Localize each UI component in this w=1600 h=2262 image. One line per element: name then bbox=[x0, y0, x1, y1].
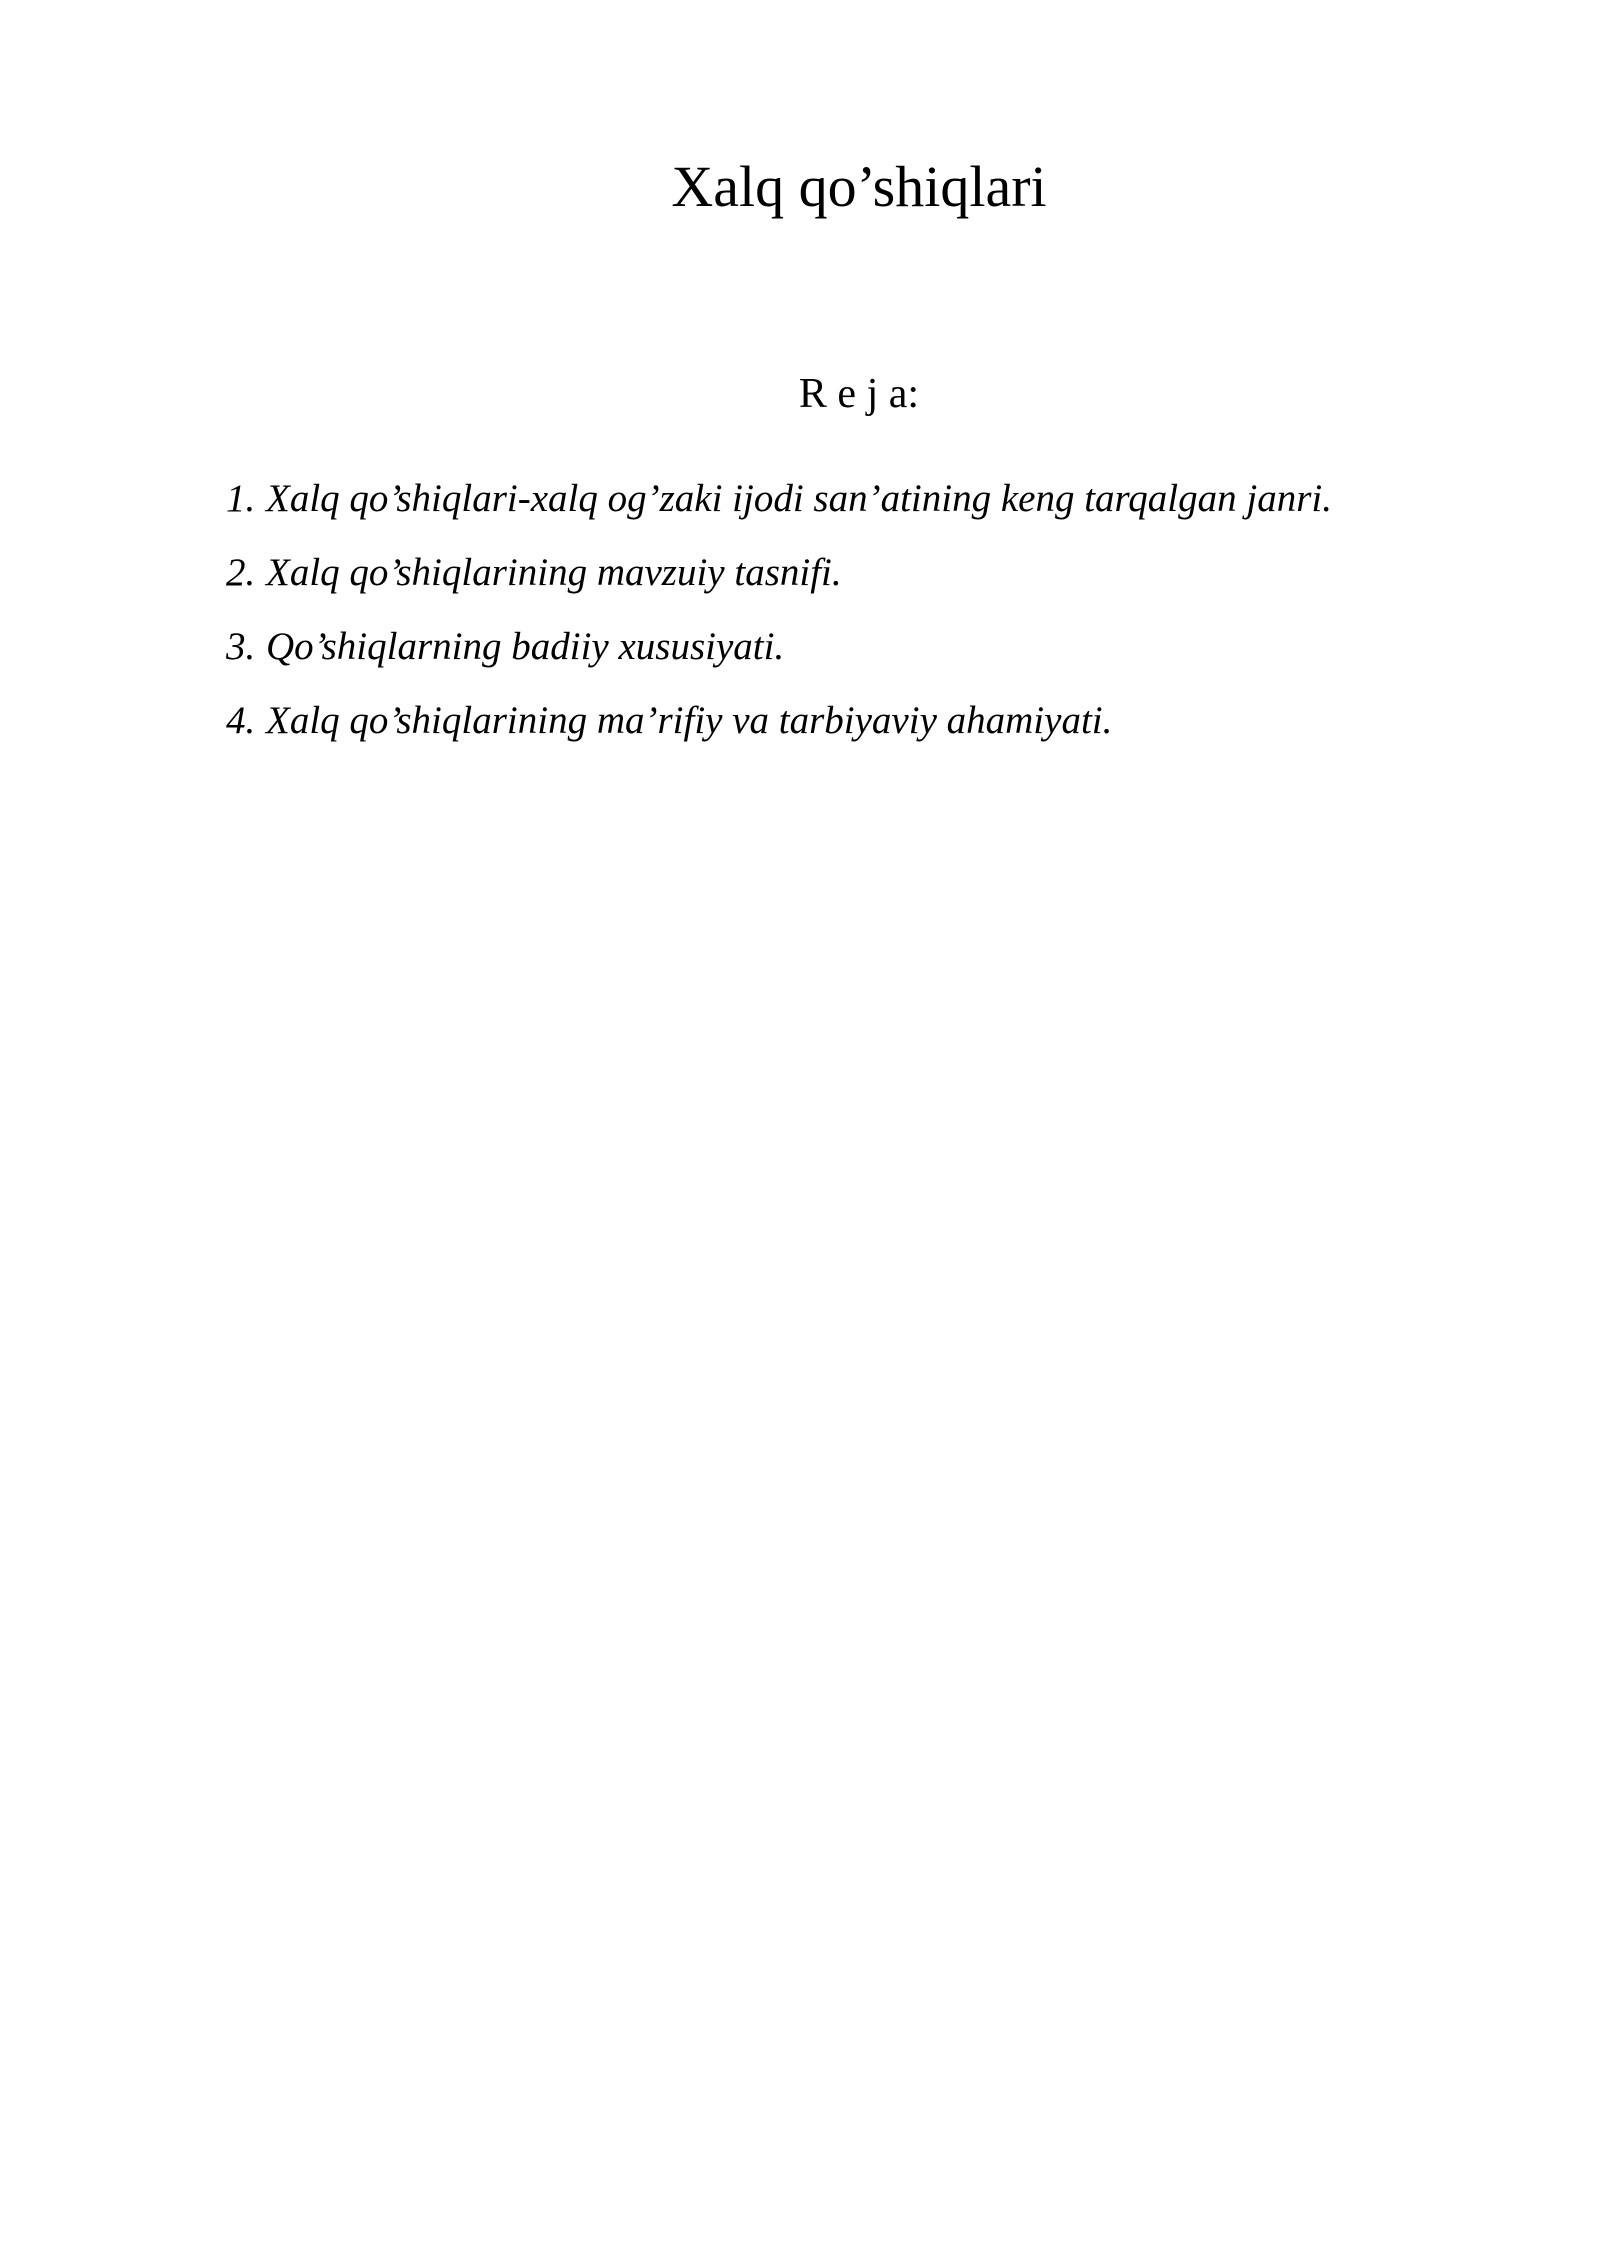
plan-item-text: Xalq qo’shiqlari-xalq og’zaki ijodi san’atining keng tarqalgan janri. bbox=[266, 477, 1332, 520]
plan-item bbox=[226, 623, 1486, 671]
plan-item bbox=[226, 475, 1486, 523]
plan-item-number: 3. bbox=[226, 625, 256, 668]
plan-item bbox=[226, 549, 1486, 597]
plan-item-number: 2. bbox=[226, 551, 256, 594]
plan-item-text: Xalq qo’shiqlarining ma’rifiy va tarbiyaviy ahamiyati. bbox=[266, 699, 1113, 742]
plan-item-number: 1. bbox=[226, 477, 256, 520]
plan-item-number: 4. bbox=[226, 699, 256, 742]
plan-item bbox=[226, 697, 1486, 745]
page-title: Xalq qo’shiqlari bbox=[671, 154, 1047, 219]
plan-heading: R e j a: bbox=[798, 371, 920, 417]
plan-list bbox=[226, 475, 1486, 771]
plan-item-text: Qo’shiqlarning badiiy xususiyati. bbox=[266, 625, 785, 668]
plan-item-text: Xalq qo’shiqlarining mavzuiy tasnifi. bbox=[266, 551, 842, 594]
